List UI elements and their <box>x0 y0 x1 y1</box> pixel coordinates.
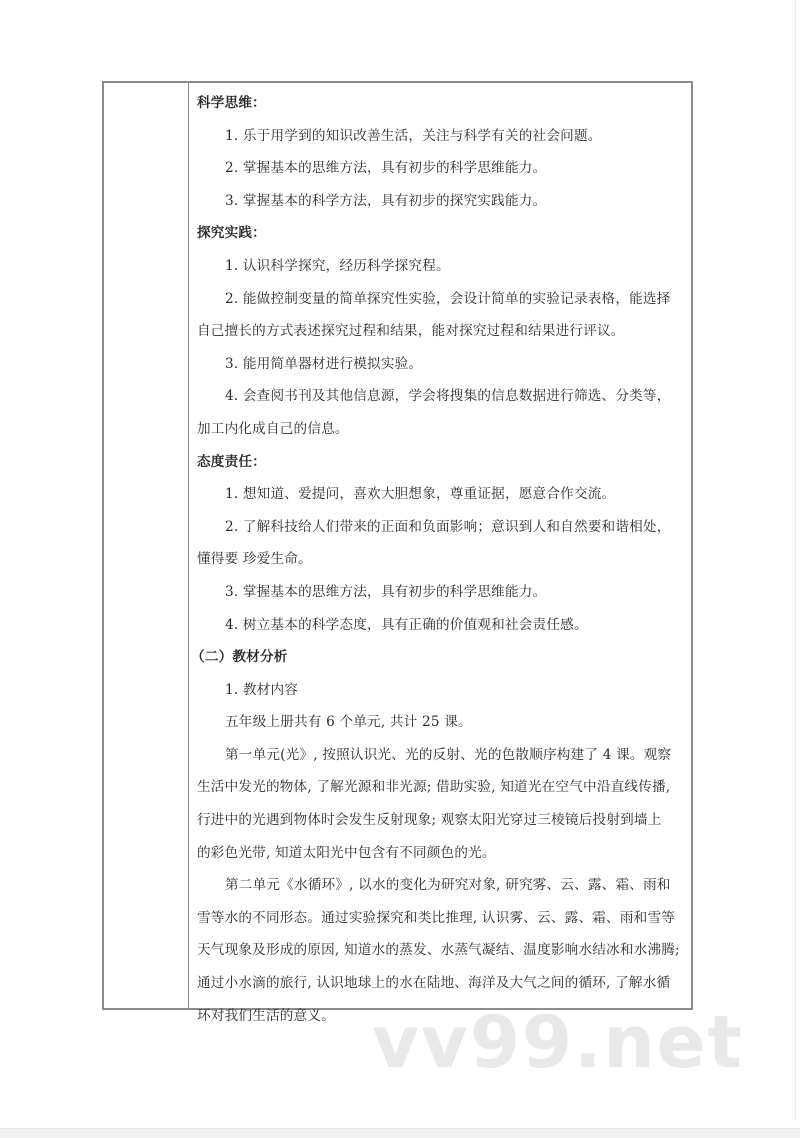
list-item: 1. 乐于用学到的知识改善生活，关注与科学有关的社会问题。 <box>225 127 602 144</box>
list-item-continuation: 加工内化成自己的信息。 <box>197 420 349 437</box>
list-item: 4. 会查阅书刊及其他信息源，学会将搜集的信息数据进行筛选、分类等， <box>225 388 671 405</box>
list-item: 2. 了解科技给人们带来的正面和负面影响；意识到人和自然要和谐相处， <box>225 518 671 535</box>
section-title-textbook-analysis: （二）教材分析 <box>191 649 288 666</box>
paragraph-line: 的彩色光带, 知道太阳光中包含有不同颜色的光。 <box>197 844 496 861</box>
paragraph-line: 天气现象及形成的原因, 知道水的蒸发、水蒸气凝结、温度影响水结冰和水沸腾; <box>197 942 680 959</box>
paragraph-line: 行进中的光遇到物体时会发生反射现象; 观察太阳光穿过三棱镜后投射到墙上 <box>197 812 662 829</box>
section-heading-scientific-thinking: 科学思维： <box>197 95 266 111</box>
paragraph-line: 第二单元《水循环》, 以水的变化为研究对象, 研究雾、云、露、霜、雨和 <box>225 877 671 894</box>
paragraph-line: 第一单元(光》, 按照认识光、光的反射、光的色散顺序构建了 4 课。观察 <box>225 746 672 763</box>
section-heading-inquiry-practice: 探究实践： <box>197 225 266 242</box>
list-item-continuation: 自己擅长的方式表述探究过程和结果，能对探究过程和结果进行评议。 <box>197 323 625 340</box>
list-item: 1. 认识科学探究，经历科学探究程。 <box>225 257 450 274</box>
watermark: vv99.net <box>372 1000 744 1084</box>
paragraph-line: 通过小水滴的旅行, 认识地球上的水在陆地、海洋及大气之间的循环, 了解水循 <box>197 975 671 992</box>
document-table <box>102 81 693 1024</box>
section-heading-attitude-responsibility: 态度责任： <box>197 453 266 470</box>
list-item: 2. 掌握基本的思维方法，具有初步的科学思维能力。 <box>225 160 547 177</box>
list-item: 3. 掌握基本的思维方法，具有初步的科学思维能力。 <box>225 583 547 600</box>
table-content-column <box>189 83 692 1024</box>
table-label-column <box>104 83 189 1008</box>
list-item: 3. 能用简单器材进行模拟实验。 <box>225 355 423 372</box>
page-edge <box>795 0 796 1120</box>
paragraph-line: 生活中发光的物体, 了解光源和非光源; 借助实验, 知道光在空气中沿直线传播, <box>197 779 671 796</box>
paragraph-line: 雪等水的不同形态。通过实验探究和类比推理, 认识雾、云、露、霜、雨和雪等 <box>197 909 676 926</box>
paragraph-line: 五年级上册共有 6 个单元, 共计 25 课。 <box>225 714 472 731</box>
paragraph-line: 环对我们生活的意义。 <box>197 1007 335 1024</box>
list-item: 1. 想知道、爱提问，喜欢大胆想象，尊重证据，愿意合作交流。 <box>225 486 616 503</box>
list-item: 2. 能做控制变量的简单探究性实验，会设计简单的实验记录表格，能选择 <box>225 290 671 307</box>
subsection-title-textbook-content: 1. 教材内容 <box>225 681 299 698</box>
list-item-continuation: 懂得要 珍爱生命。 <box>197 551 312 568</box>
list-item: 3. 掌握基本的科学方法，具有初步的探究实践能力。 <box>225 192 547 209</box>
list-item: 4. 树立基本的科学态度，具有正确的价值观和社会责任感。 <box>225 616 588 633</box>
